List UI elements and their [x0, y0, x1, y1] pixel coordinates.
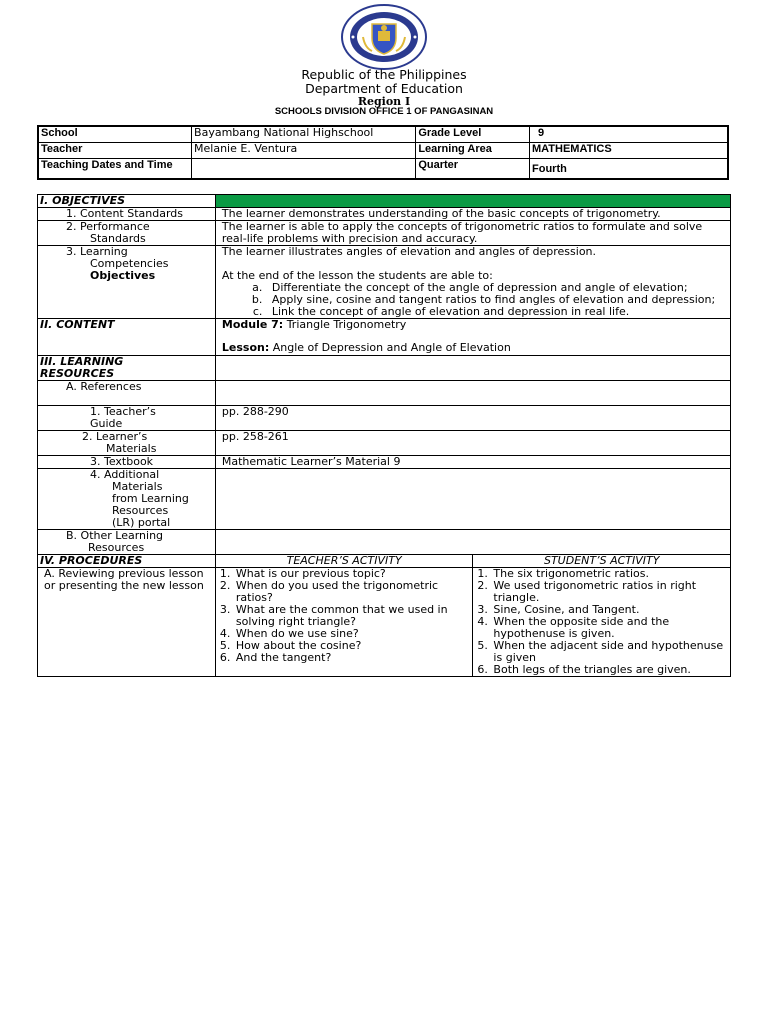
module-label: Module 7: [221, 318, 284, 331]
learning-area-label: Learning Area [416, 143, 530, 159]
resources-heading-line1: III. LEARNING [40, 355, 124, 368]
region-header: Region I [357, 95, 411, 108]
school-value: Bayambang National Highschool [192, 126, 416, 143]
student-answer: 1. The six trigonometric ratios. [491, 568, 728, 580]
lesson-text: Angle of Depression and Angle of Elevation [269, 341, 511, 354]
student-activity-heading: STUDENT’S ACTIVITY [473, 555, 731, 568]
teacher-activity-heading: TEACHER’S ACTIVITY [215, 555, 473, 568]
competencies-label-line1: 3. Learning [66, 245, 128, 258]
quarter-label: Quarter [416, 159, 530, 180]
teacher-activity-list [215, 568, 473, 677]
division-header: SCHOOLS DIVISION OFFICE 1 OF PANGASINAN [274, 106, 494, 117]
performance-standards-label [38, 221, 216, 246]
learning-competencies-text [215, 246, 730, 319]
performance-label-line2: Standards [90, 232, 146, 245]
learners-materials-value: pp. 258-261 [215, 431, 730, 456]
school-label: School [38, 126, 192, 143]
other-label-line2: Resources [88, 541, 145, 554]
performance-standards-text [215, 221, 730, 246]
student-answer: 5. When the adjacent side and hypothenuse is given [491, 640, 728, 664]
content-heading: II. CONTENT [38, 319, 216, 356]
content-details [215, 319, 730, 356]
textbook-value: Mathematic Learner’s Material 9 [215, 456, 730, 469]
other-resources-label [38, 530, 216, 555]
republic-header: Republic of the Philippines [301, 67, 467, 82]
additional-materials-label [38, 469, 216, 530]
references-value [215, 381, 730, 406]
additional-label-line5: (LR) portal [112, 516, 171, 529]
learners-label-line1: 2. Learner’s [82, 430, 148, 443]
teacher-value: Melanie E. Ventura [192, 143, 416, 159]
teacher-question: 2. When do you used the trigonometric ratios? [234, 580, 471, 604]
teacher-question: 4. When do we use sine? [234, 628, 471, 640]
teachers-guide-value: pp. 288-290 [215, 406, 730, 431]
teacher-question: 5. How about the cosine? [234, 640, 471, 652]
additional-materials-value [215, 469, 730, 530]
other-label-line1: B. Other Learning [66, 529, 164, 542]
performance-text-line1: The learner is able to apply the concepts of trigonometric ratios to formulate and solve [221, 220, 703, 233]
performance-label-line1: 2. Performance [66, 220, 150, 233]
content-standards-label: 1. Content Standards [38, 208, 216, 221]
teachers-guide-label [38, 406, 216, 431]
teaching-dates-value [192, 159, 416, 180]
content-standards-text: The learner demonstrates understanding of the basic concepts of trigonometry. [215, 208, 730, 221]
lesson-info-table [37, 125, 729, 180]
lesson-label: Lesson: [221, 341, 270, 354]
teacher-question: 1. What is our previous topic? [234, 568, 471, 580]
learners-label-line2: Materials [106, 442, 157, 455]
resources-blank [215, 356, 730, 381]
competencies-label-line2: Competencies [90, 257, 169, 270]
student-answer: 4. When the opposite side and the hypothenuse is given. [491, 616, 728, 640]
additional-label-line2: Materials [112, 480, 163, 493]
teacher-question: 3. What are the common that we used in solving right triangle? [234, 604, 471, 628]
procedures-heading: IV. PROCEDURES [38, 555, 216, 568]
quarter-value: Fourth [530, 159, 728, 180]
competencies-text: The learner illustrates angles of elevation and angles of depression. [221, 245, 597, 258]
student-answer: 3. Sine, Cosine, and Tangent. [491, 604, 728, 616]
student-answer: 2. We used trigonometric ratios in right triangle. [491, 580, 728, 604]
objectives-label: Objectives [90, 269, 156, 282]
student-answer: 6. Both legs of the triangles are given. [491, 664, 728, 676]
lesson-plan-table [37, 194, 731, 677]
module-text: Triangle Trigonometry [283, 318, 407, 331]
learning-competencies-label [38, 246, 216, 319]
other-resources-value [215, 530, 730, 555]
objectives-green-bar [215, 195, 730, 208]
additional-label-line1: 4. Additional [90, 468, 160, 481]
teachers-guide-label-line1: 1. Teacher’s [90, 405, 156, 418]
learning-resources-heading [38, 356, 216, 381]
teaching-dates-label: Teaching Dates and Time [38, 159, 192, 180]
resources-heading-line2: RESOURCES [40, 367, 115, 380]
learners-materials-label [38, 431, 216, 456]
objective-item: a. Differentiate the concept of the angle of depression and angle of elevation; [266, 282, 728, 294]
student-activity-list [473, 568, 731, 677]
teacher-question: 6. And the tangent? [234, 652, 471, 664]
objective-item: c. Link the concept of angle of elevation and depression in real life. [266, 306, 728, 318]
teacher-label: Teacher [38, 143, 192, 159]
objective-item: b. Apply sine, cosine and tangent ratios to find angles of elevation and depression; [266, 294, 728, 306]
textbook-label: 3. Textbook [38, 456, 216, 469]
grade-level-label: Grade Level [416, 126, 530, 143]
objectives-heading: I. OBJECTIVES [38, 195, 216, 208]
objective-list [222, 282, 728, 318]
lesson-end-text: At the end of the lesson the students are able to: [221, 269, 493, 282]
references-label: A. References [38, 381, 216, 406]
grade-level-value: 9 [530, 126, 728, 143]
additional-label-line4: Resources [112, 504, 169, 517]
performance-text-line2: real-life problems with precision and accuracy. [221, 232, 478, 245]
procedure-step-a: A. Reviewing previous lesson or presenting the new lesson [38, 568, 216, 677]
deped-seal-logo [341, 4, 427, 70]
teachers-guide-label-line2: Guide [90, 417, 123, 430]
additional-label-line3: from Learning [112, 492, 189, 505]
department-header: Department of Education [305, 81, 463, 96]
learning-area-value: MATHEMATICS [530, 143, 728, 159]
